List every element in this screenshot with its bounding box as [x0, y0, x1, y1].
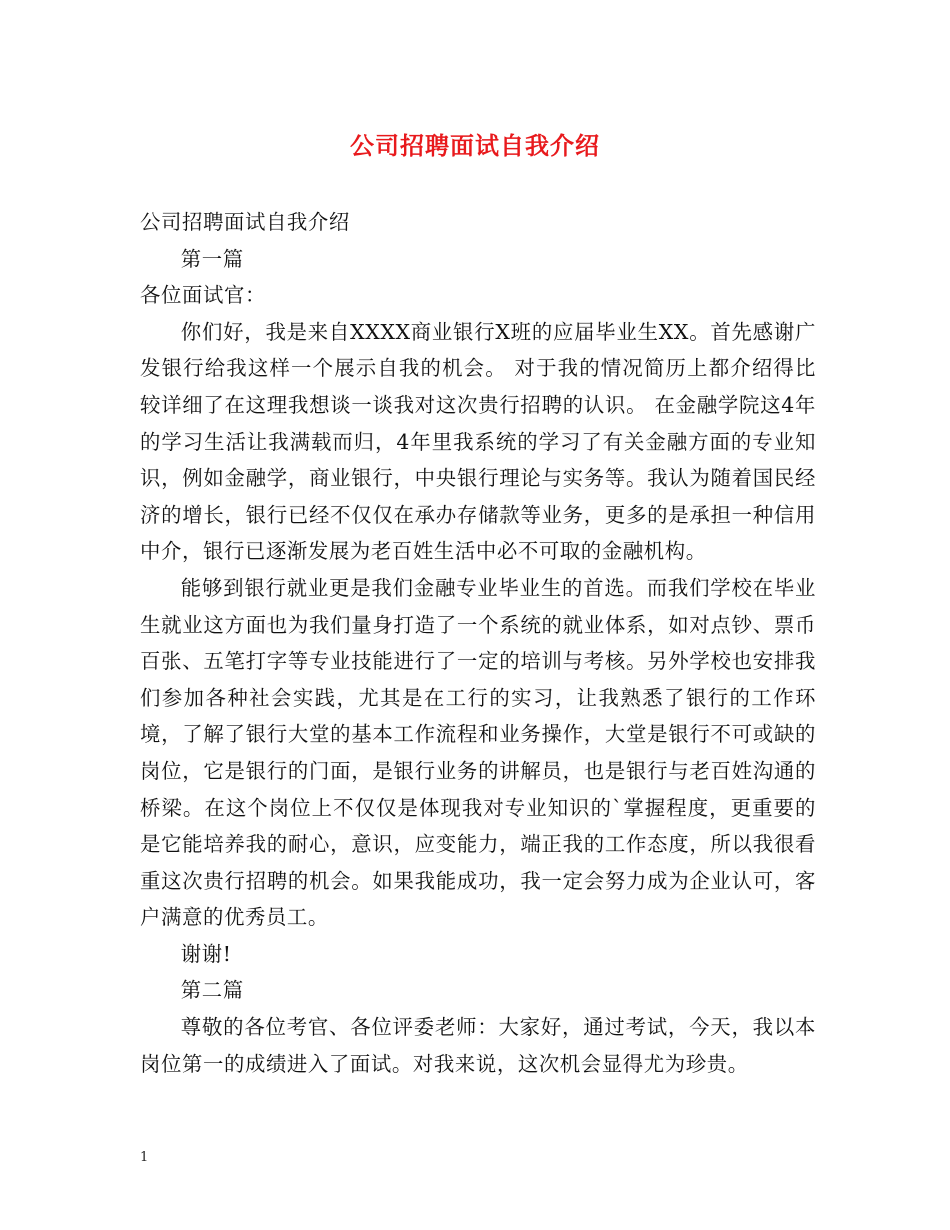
paragraph-3: 尊敬的各位考官、各位评委老师：大家好，通过考试，今天，我以本岗位第一的成绩进入了面试。对我来说，这次机会显得尤为珍贵。: [140, 1015, 816, 1076]
paragraph-1: 你们好，我是来自XXXX商业银行X班的应届毕业生XX。首先感谢广发银行给我这样一个展示自我的机会。 对于我的情况简历上都介绍得比较详细了在这理我想谈一谈我对这次贵行招聘的认识。 在金融学院这4年的学习生活让我满载而归，4年里我系统的学习了有关金融方面的专业知识，例如金融学，商业银行，中央银行理论与实务等。我认为随着国民经济的增长，银行已经不仅仅在承办存储款等业务，更多的是承担一种信用中介，银行已逐渐发展为老百姓生活中必不可取的金融机构。: [140, 319, 816, 564]
paragraph-2: 能够到银行就业更是我们金融专业毕业生的首选。而我们学校在毕业生就业这方面也为我们量身打造了一个系统的就业体系，如对点钞、票币百张、五笔打字等专业技能进行了一定的培训与考核。另外学校也安排我们参加各种社会实践，尤其是在工行的实习，让我熟悉了银行的工作环境，了解了银行大堂的基本工作流程和业务操作，大堂是银行不可或缺的岗位，它是银行的门面，是银行业务的讲解员，也是银行与老百姓沟通的桥梁。在这个岗位上不仅仅是体现我对专业知识的`掌握程度，更重要的是它能培养我的耐心，意识，应变能力，端正我的工作态度，所以我很看重这次贵行招聘的机会。如果我能成功，我一定会努力成为企业认可，客户满意的优秀员工。: [140, 575, 816, 930]
document-title: 公司招聘面试自我介绍: [350, 131, 600, 160]
page-number: 1: [140, 1150, 149, 1165]
thanks-line: 谢谢!: [180, 941, 232, 966]
section-heading-2: 第二篇: [180, 978, 244, 1003]
document-subtitle: 公司招聘面试自我介绍: [140, 210, 350, 234]
section-heading-1: 第一篇: [180, 246, 244, 271]
salutation: 各位面试官：: [140, 283, 266, 308]
document-body: [140, 204, 816, 1082]
